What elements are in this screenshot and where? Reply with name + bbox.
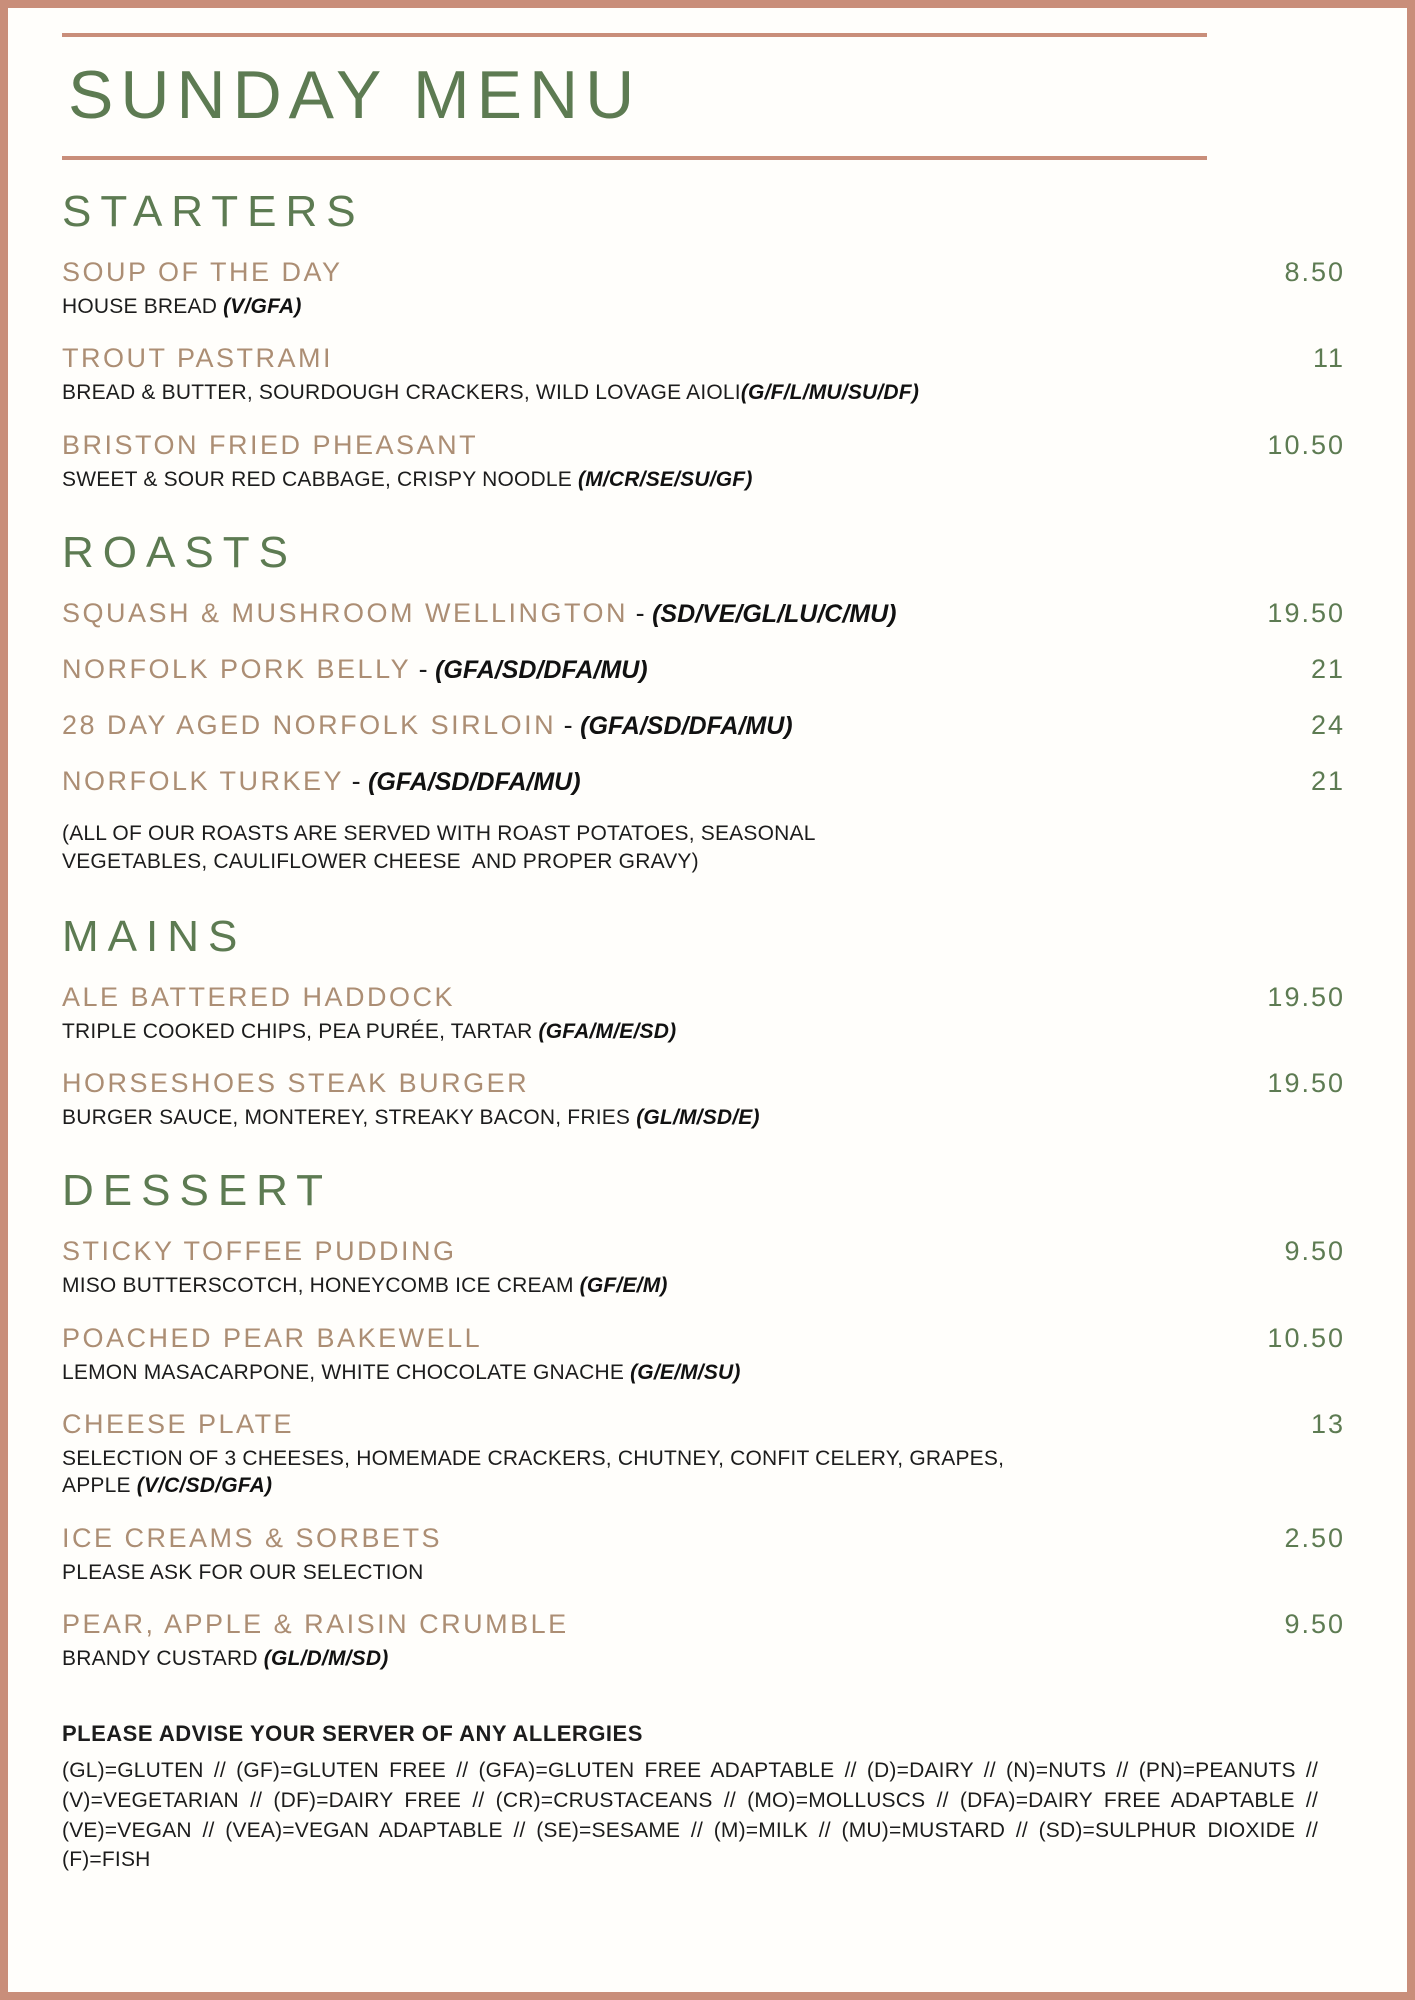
item-main (62, 255, 1255, 320)
item-price: 9.50 (1284, 1609, 1345, 1640)
allergen-legend: (GL)=GLUTEN // (GF)=GLUTEN FREE // (GFA)=GLUTEN FREE ADAPTABLE // (D)=DAIRY // (N)=NUTS // (PN)=PEANUTS // (V)=VEGETARIAN // (DF)=DAIRY FREE // (CR)=CRUSTACEANS // (MO)=MOLLUSCS // (DFA)=DAIRY FREE ADAPTABLE // (VE)=VEGAN // (VEA)=VEGAN ADAPTABLE // (SE)=SESAME // (M)=MILK // (MU)=MUSTARD // (SD)=SULPHUR DIOXIDE // (F)=FISH (62, 1759, 1318, 1872)
item-name: BRISTON FRIED PHEASANT (62, 429, 479, 460)
item-line (62, 1321, 1255, 1356)
item-allergens: (GFA/SD/DFA/MU) (580, 711, 793, 740)
item-description (62, 1104, 1072, 1131)
item-description-text: LEMON MASACARPONE, WHITE CHOCOLATE GNACHE (62, 1360, 631, 1384)
item-price: 19.50 (1267, 981, 1345, 1012)
item-allergen-separator: - (411, 653, 436, 684)
menu-section (62, 911, 1345, 1132)
item-description-text: SWEET & SOUR RED CABBAGE, CRISPY NOODLE (62, 467, 579, 491)
item-name: POACHED PEAR BAKEWELL (62, 1322, 483, 1353)
item-description (62, 1359, 1072, 1386)
item-name: NORFOLK PORK BELLY (62, 653, 412, 684)
menu-item (62, 1407, 1345, 1500)
item-allergens: (SD/VE/GL/LU/C/MU) (652, 599, 897, 628)
item-description-text: HOUSE BREAD (62, 294, 224, 318)
section-heading: DESSERT (62, 1166, 333, 1216)
item-description (62, 1445, 1072, 1500)
item-line (62, 652, 1255, 687)
title-divider (62, 156, 1207, 160)
item-main (62, 341, 1255, 406)
item-line (62, 1066, 1255, 1101)
menu-item (62, 1521, 1345, 1586)
menu-item (62, 980, 1345, 1045)
section-heading: MAINS (62, 911, 247, 961)
item-description (62, 1559, 1072, 1586)
item-allergen-separator: - (344, 766, 369, 797)
item-description-text: SELECTION OF 3 CHEESES, HOMEMADE CRACKERS, CHUTNEY, CONFIT CELERY, GRAPES, APPLE (62, 1447, 1005, 1498)
item-name: SOUP OF THE DAY (62, 256, 343, 287)
menu-item (62, 1607, 1345, 1672)
allergy-notice: PLEASE ADVISE YOUR SERVER OF ANY ALLERGIES (62, 1721, 643, 1747)
menu-section (62, 1165, 1345, 1672)
menu-section (62, 527, 1345, 877)
item-main (62, 428, 1255, 493)
section-items (62, 980, 1345, 1132)
item-line (62, 1521, 1255, 1556)
item-price: 10.50 (1267, 429, 1345, 460)
item-allergens: (V/C/SD/GFA) (136, 1474, 273, 1498)
item-description (62, 466, 1072, 493)
item-line (62, 1407, 1255, 1442)
item-name: HORSESHOES STEAK BURGER (62, 1068, 530, 1099)
item-allergen-separator: - (556, 709, 581, 740)
item-main (62, 708, 1255, 743)
menu-item (62, 341, 1345, 406)
item-description (62, 293, 1072, 320)
item-main (62, 652, 1255, 687)
item-description-text: PLEASE ASK FOR OUR SELECTION (62, 1560, 424, 1584)
item-allergens: (G/F/L/MU/SU/DF) (740, 381, 920, 405)
item-price: 2.50 (1284, 1522, 1345, 1553)
item-price: 13 (1310, 1408, 1345, 1439)
item-allergens: (GFA/SD/DFA/MU) (368, 768, 581, 797)
item-name: PEAR, APPLE & RAISIN CRUMBLE (62, 1609, 569, 1640)
item-line (62, 596, 1255, 631)
item-allergen-separator: - (628, 597, 653, 628)
item-main (62, 1321, 1255, 1386)
item-price: 10.50 (1267, 1322, 1345, 1353)
item-line (62, 255, 1255, 290)
item-line (62, 708, 1255, 743)
item-name: SQUASH & MUSHROOM WELLINGTON (62, 597, 629, 628)
section-note: (ALL OF OUR ROASTS ARE SERVED WITH ROAST POTATOES, SEASONAL VEGETABLES, CAULIFLOWER CHEESE AND PROPER GRAVY) (62, 822, 821, 874)
item-description-text: TRIPLE COOKED CHIPS, PEA PURÉE, TARTAR (62, 1019, 539, 1043)
item-main (62, 1607, 1255, 1672)
item-price: 24 (1310, 709, 1345, 740)
item-line (62, 980, 1255, 1015)
item-name: NORFOLK TURKEY (62, 766, 345, 797)
item-price: 19.50 (1267, 597, 1345, 628)
item-price: 11 (1312, 343, 1345, 374)
item-price: 21 (1310, 766, 1345, 797)
item-description-text: BRANDY CUSTARD (62, 1647, 264, 1671)
item-description (62, 379, 1072, 406)
item-main (62, 980, 1255, 1045)
item-line (62, 428, 1255, 463)
item-main (62, 764, 1255, 799)
item-description (62, 1645, 1072, 1672)
item-name: CHEESE PLATE (62, 1408, 295, 1439)
item-main (62, 1066, 1255, 1131)
item-allergens: (GL/D/M/SD) (263, 1647, 389, 1671)
item-price: 9.50 (1284, 1236, 1345, 1267)
item-line (62, 341, 1255, 376)
item-main (62, 1407, 1255, 1500)
item-line (62, 1607, 1255, 1642)
item-main (62, 596, 1255, 631)
item-allergens: (V/GFA) (223, 294, 302, 318)
item-price: 19.50 (1267, 1068, 1345, 1099)
item-description-text: BREAD & BUTTER, SOURDOUGH CRACKERS, WILD LOVAGE AIOLI (62, 381, 741, 405)
item-name: TROUT PASTRAMI (62, 343, 334, 374)
item-name: ICE CREAMS & SORBETS (62, 1522, 443, 1553)
item-main (62, 1521, 1255, 1586)
menu-item (62, 428, 1345, 493)
item-allergens: (GFA/M/E/SD) (538, 1019, 677, 1043)
menu-item (62, 708, 1345, 743)
item-name: 28 DAY AGED NORFOLK SIRLOIN (62, 709, 557, 740)
item-allergens: (GFA/SD/DFA/MU) (435, 655, 648, 684)
item-main (62, 1234, 1255, 1299)
item-description-text: MISO BUTTERSCOTCH, HONEYCOMB ICE CREAM (62, 1274, 580, 1298)
item-allergens: (GL/M/SD/E) (636, 1106, 760, 1130)
menu-section (62, 186, 1345, 493)
menu-item (62, 652, 1345, 687)
item-description (62, 1272, 1072, 1299)
item-name: STICKY TOFFEE PUDDING (62, 1236, 457, 1267)
section-items (62, 255, 1345, 493)
menu-item (62, 1234, 1345, 1299)
item-price: 21 (1310, 653, 1345, 684)
page-title: SUNDAY MENU (68, 57, 642, 133)
top-divider (62, 33, 1207, 37)
item-name: ALE BATTERED HADDOCK (62, 981, 456, 1012)
item-allergens: (M/CR/SE/SU/GF) (578, 467, 753, 491)
allergy-footer (62, 1720, 1345, 1875)
section-heading: ROASTS (62, 527, 297, 577)
menu-item (62, 1321, 1345, 1386)
item-price: 8.50 (1284, 256, 1345, 287)
item-description (62, 1018, 1072, 1045)
section-items (62, 1234, 1345, 1672)
menu-item (62, 255, 1345, 320)
item-line (62, 764, 1255, 799)
item-line (62, 1234, 1255, 1269)
menu-item (62, 596, 1345, 631)
menu-item (62, 1066, 1345, 1131)
item-allergens: (GF/E/M) (579, 1274, 668, 1298)
section-heading: STARTERS (62, 187, 365, 236)
item-description-text: BURGER SAUCE, MONTEREY, STREAKY BACON, FRIES (62, 1106, 637, 1130)
section-items (62, 596, 1345, 799)
item-allergens: (G/E/M/SU) (630, 1360, 741, 1384)
menu-item (62, 764, 1345, 799)
menu-sections (62, 186, 1345, 1672)
